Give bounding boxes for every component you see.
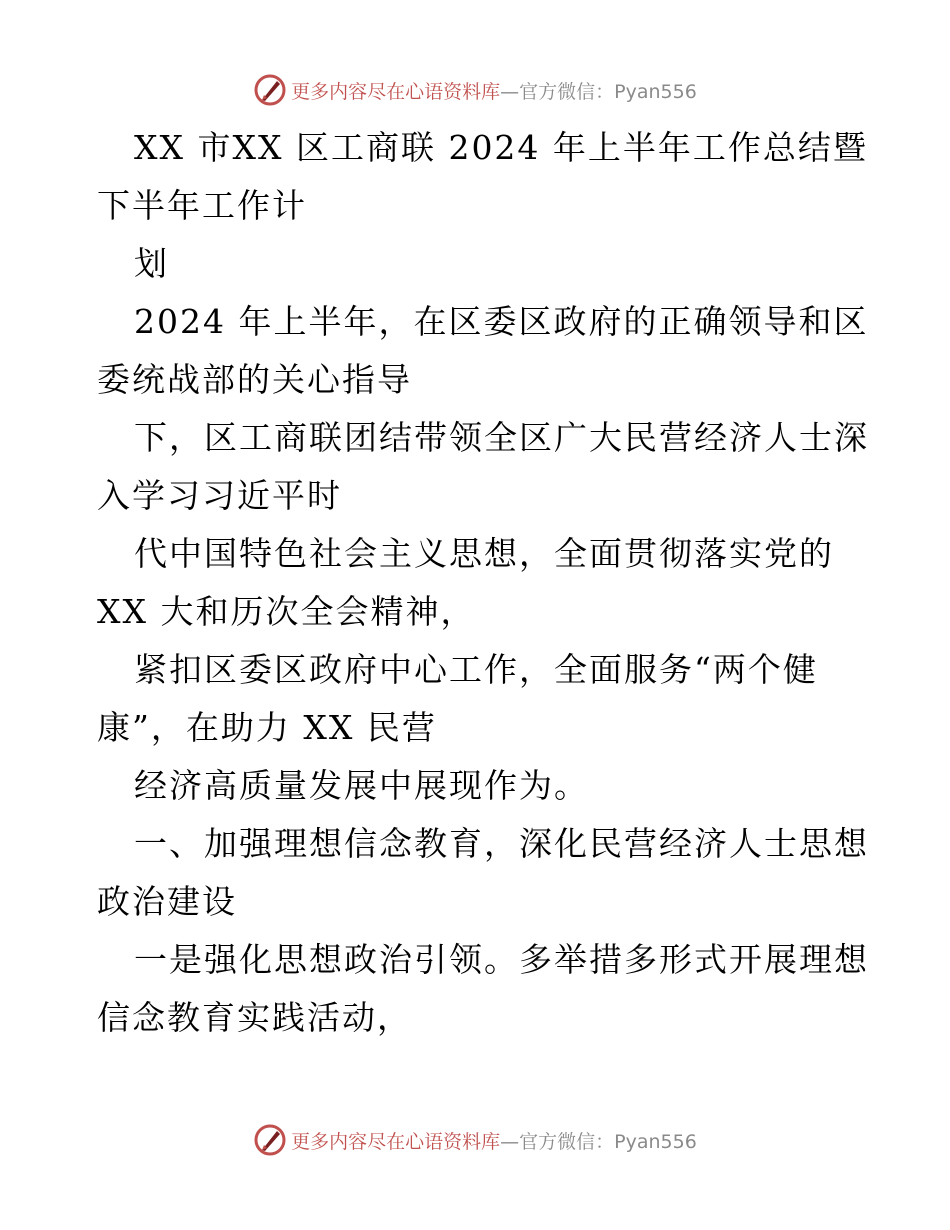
doc-line-15: 一是强化思想政治引领。多举措多形式开展理想 (134, 940, 869, 979)
doc-line-14: 政治建设 (97, 882, 237, 921)
doc-line-2: 下半年工作计 (97, 186, 307, 225)
header-banner-inner (253, 73, 697, 107)
footer-banner-main: 更多内容尽在心语资料库 (291, 1130, 501, 1153)
footer-banner-text (291, 1127, 697, 1154)
doc-line-6: 下，区工商联团结带领全区广大民营经济人士深 (134, 418, 869, 457)
doc-line-3: 划 (134, 244, 169, 283)
footer-banner-inner (253, 1123, 697, 1157)
doc-line-1: XX 市XX 区工商联 2024 年上半年工作总结暨 (134, 128, 868, 167)
quill-pen-circle-icon (253, 1123, 287, 1157)
header-banner-sep: — (500, 80, 520, 103)
doc-line-8: 代中国特色社会主义思想，全面贯彻落实党的 (134, 534, 834, 573)
header-banner (0, 70, 950, 110)
doc-line-4: 2024 年上半年，在区委区政府的正确领导和区 (134, 302, 869, 341)
footer-banner-sep: — (500, 1130, 520, 1153)
doc-line-7: 入学习习近平时 (97, 476, 342, 515)
footer-banner-tail: 官方微信：Pyan556 (519, 1130, 697, 1153)
doc-line-10: 紧扣区委区政府中心工作，全面服务“两个健 (134, 650, 818, 689)
doc-line-16: 信念教育实践活动， (97, 998, 412, 1037)
doc-line-5: 委统战部的关心指导 (97, 360, 412, 399)
header-banner-main: 更多内容尽在心语资料库 (291, 80, 501, 103)
quill-pen-circle-icon (253, 73, 287, 107)
doc-line-9: XX 大和历次全会精神， (97, 592, 476, 631)
header-banner-tail: 官方微信：Pyan556 (519, 80, 697, 103)
doc-line-12: 经济高质量发展中展现作为。 (134, 766, 589, 805)
doc-line-11: 康”，在助力 XX 民营 (97, 708, 437, 747)
header-banner-text (291, 77, 697, 104)
doc-line-13: 一、加强理想信念教育，深化民营经济人士思想 (134, 824, 869, 863)
footer-banner (0, 1120, 950, 1160)
